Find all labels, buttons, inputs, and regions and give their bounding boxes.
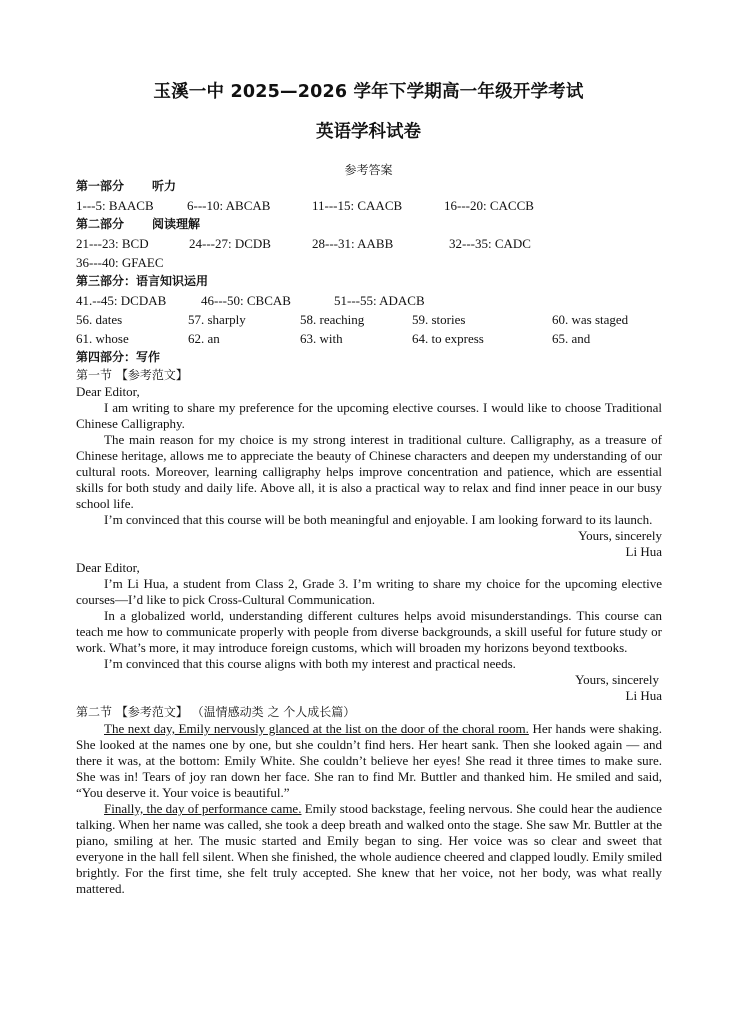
- fill-answer: 61. whose: [76, 331, 129, 346]
- section1-label: 第一节 【参考范文】: [76, 368, 188, 382]
- answer-content: [76, 177, 662, 897]
- fill-answer: 56. dates: [76, 312, 123, 327]
- story-paragraph: The next day, Emily nervously glanced at the list on the door of the choral room. Her hands were shaking. She looked at the names one by one, but she couldn’t find hers. Her heart sank. Then she looked again — and there it was, at the bottom: Emily White. She couldn’t believe her eyes! She read it three times to make sure. She was in! Tears of joy ran down her face. She ran to find Mr. Buttler and thanked him. He smiled and said, “You deserve it. Your voice is beautiful.”: [76, 721, 662, 800]
- answer-group: 1---5: BAACB: [76, 198, 154, 213]
- part3-fill-row1: [76, 310, 662, 329]
- part4-heading: 第四部分：写作: [76, 350, 161, 364]
- answer-group: 6---10: ABCAB: [187, 198, 271, 213]
- answer-group: 36---40: GFAEC: [76, 255, 164, 270]
- fill-answer: 63. with: [300, 331, 343, 346]
- fill-answer: 60. was staged: [552, 312, 629, 327]
- letter-greeting: Dear Editor,: [76, 560, 140, 575]
- answer-group: 24---27: DCDB: [189, 236, 271, 251]
- letter-signature: Li Hua: [625, 688, 662, 703]
- answer-key-label: 参考答案: [344, 163, 393, 177]
- fill-answer: 62. an: [188, 331, 220, 346]
- section2-label: 第二节 【参考范文】 （温情感动类 之 个人成长篇）: [76, 705, 356, 719]
- answer-group: 41.--45: DCDAB: [76, 293, 167, 308]
- story-lead-sentence: The next day, Emily nervously glanced at the list on the door of the choral room.: [104, 721, 529, 736]
- answer-group: 28---31: AABB: [312, 236, 394, 251]
- answer-group: 21---23: BCD: [76, 236, 149, 251]
- letter-paragraph: I’m Li Hua, a student from Class 2, Grade 3. I’m writing to share my choice for the upcoming elective courses—I’d like to pick Cross-Cultural Communication.: [76, 576, 662, 607]
- answer-group: 46---50: CBCAB: [201, 293, 291, 308]
- fill-answer: 57. sharply: [188, 312, 246, 327]
- part3-answers: [76, 291, 662, 310]
- page-subtitle: 英语学科试卷: [316, 122, 421, 142]
- answer-group: 16---20: CACCB: [444, 198, 534, 213]
- letter-paragraph: I am writing to share my preference for the upcoming elective courses. I would like to choose Traditional Chinese Calligraphy.: [76, 400, 662, 431]
- answer-group: 11---15: CAACB: [312, 198, 403, 213]
- letter-closing: Yours, sincerely: [575, 672, 659, 687]
- fill-answer: 64. to express: [412, 331, 484, 346]
- fill-answer: 59. stories: [412, 312, 466, 327]
- answer-group: 51---55: ADACB: [334, 293, 425, 308]
- part1-answers: [76, 196, 662, 215]
- part3-heading: 第三部分：语言知识运用: [76, 274, 209, 288]
- letter-2: [76, 560, 662, 704]
- letter-paragraph: In a globalized world, understanding different cultures helps avoid misunderstandings. This course can teach me how to communicate properly with people from diverse backgrounds, a skill useful for future study or work. What’s more, it may introduce foreign customs, which will broaden my horizons beyond textbooks.: [76, 608, 662, 655]
- part2-answers: [76, 234, 662, 253]
- letter-closing: Yours, sincerely: [578, 528, 662, 543]
- letter-greeting: Dear Editor,: [76, 384, 140, 399]
- letter-paragraph: The main reason for my choice is my strong interest in traditional culture. Calligraphy, as a treasure of Chinese heritage, allows me to appreciate the beauty of Chinese characters and deepen my understanding of our cultural roots. Moreover, learning calligraphy helps improve concentration and patience, which are essential skills for both study and daily life. Above all, it is also a practical way to relax and find inner peace in our busy school life.: [76, 432, 662, 511]
- story-lead-sentence: Finally, the day of performance came.: [104, 801, 302, 816]
- fill-answer: 58. reaching: [300, 312, 365, 327]
- letter-1: [76, 384, 662, 560]
- fill-answer: 65. and: [552, 331, 591, 346]
- part1-heading: 第一部分 听力: [76, 179, 177, 193]
- letter-paragraph: I’m convinced that this course will be both meaningful and enjoyable. I am looking forward to its launch.: [104, 512, 653, 527]
- part3-fill-row2: [76, 329, 662, 348]
- letter-signature: Li Hua: [625, 544, 662, 559]
- part2-answers-2: [76, 253, 662, 272]
- letter-paragraph: I’m convinced that this course aligns with both my interest and practical needs.: [104, 656, 516, 671]
- story-paragraph: Finally, the day of performance came. Emily stood backstage, feeling nervous. She could hear the audience talking. When her name was called, she took a deep breath and walked onto the stage. She saw Mr. Buttler at the piano, smiling at her. The music started and Emily began to sing. Her voice was so clear and sweet that everyone in the hall fell silent. When she finished, the whole audience cheered and clapped loudly. Emily smiled brightly. For the first time, she felt truly accepted. She knew that her voice, not her body, was what really mattered.: [76, 801, 663, 896]
- answer-group: 32---35: CADC: [449, 236, 531, 251]
- part2-heading: 第二部分 阅读理解: [76, 217, 201, 231]
- page-title: 玉溪一中 2025—2026 学年下学期高一年级开学考试: [153, 82, 584, 102]
